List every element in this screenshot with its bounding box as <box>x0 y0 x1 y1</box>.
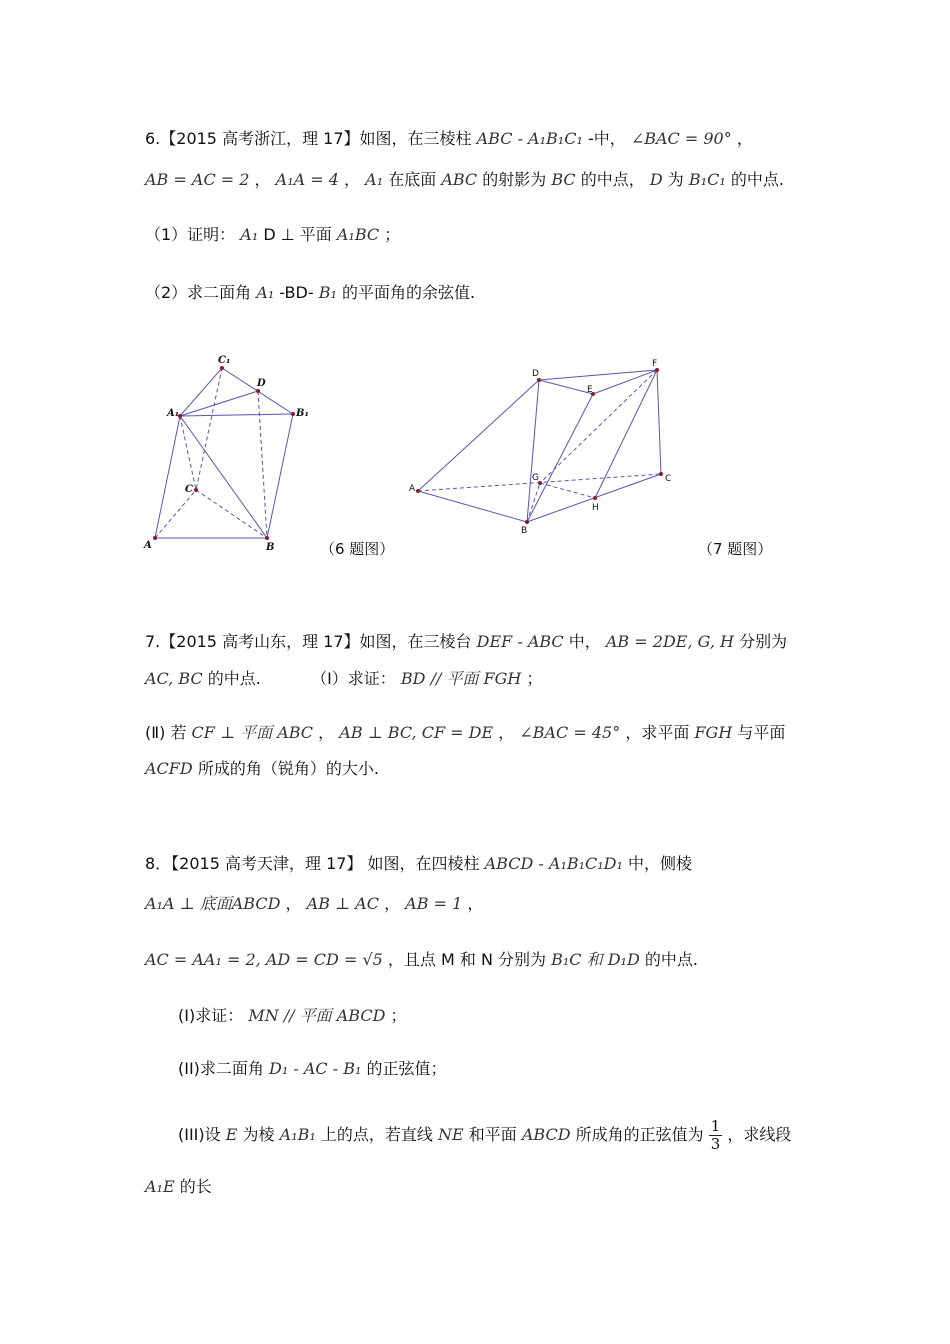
text: -中， <box>587 129 626 148</box>
text: 上的点，若直线 <box>320 1125 433 1144</box>
frustum-diagram <box>409 359 671 536</box>
text: ，求平面 <box>625 723 690 742</box>
text: ， <box>384 894 401 913</box>
text: ； <box>390 1006 407 1025</box>
label-e7: E <box>587 385 593 395</box>
figure-7-caption: （7 题图） <box>698 540 773 558</box>
math: A₁ <box>240 225 259 244</box>
text: (Ⅱ) 若 <box>145 723 187 742</box>
math: BC <box>551 170 576 189</box>
p7-line3 <box>145 721 785 745</box>
edge <box>180 416 267 538</box>
math: MN // 平面 ABCD <box>248 1006 386 1025</box>
p8-question1 <box>178 1004 407 1028</box>
math: NE <box>437 1125 464 1144</box>
fraction-denominator: 3 <box>710 1135 721 1153</box>
point-h7 <box>593 496 597 500</box>
text: 的中点， <box>580 170 645 189</box>
text: 的中点. <box>644 950 698 969</box>
hidden-edge <box>196 490 267 538</box>
hidden-edge <box>155 490 196 538</box>
edge <box>267 414 293 538</box>
math: AB = AC = 2 <box>145 170 250 189</box>
text: D ⊥ 平面 <box>263 225 332 244</box>
math: DEF - ABC <box>476 632 564 651</box>
text: （1）证明： <box>145 225 236 244</box>
math: A₁ <box>256 283 275 302</box>
text: 7.【2015 高考山东，理 17】如图，在三棱台 <box>145 632 472 651</box>
p7-line4 <box>145 757 379 781</box>
point-c <box>194 488 198 492</box>
math: ABCD <box>521 1125 571 1144</box>
math: D₁ - AC - B₁ <box>269 1059 362 1078</box>
math: B₁ <box>318 283 337 302</box>
edge <box>418 380 539 491</box>
text: 的正弦值； <box>366 1059 447 1078</box>
text: -BD- <box>279 283 314 302</box>
math: AB = 1 <box>405 894 463 913</box>
label-b: B <box>266 542 275 553</box>
text: ， <box>344 170 361 189</box>
math: D <box>649 170 663 189</box>
text: 中，侧棱 <box>628 854 693 873</box>
text: （2）求二面角 <box>145 283 252 302</box>
edge <box>657 370 661 474</box>
label-g7: G <box>532 473 539 483</box>
text: 的长 <box>179 1177 212 1196</box>
hidden-edge <box>540 483 595 498</box>
math: AB ⊥ AC <box>306 894 379 913</box>
p8-question2 <box>178 1057 447 1081</box>
math: A₁E <box>145 1177 175 1196</box>
text: 分别为 <box>739 632 788 651</box>
edge <box>180 391 258 416</box>
edge <box>527 380 539 522</box>
p8-line1 <box>145 852 692 876</box>
text: (I)求证： <box>178 1006 244 1025</box>
hidden-edge <box>258 391 267 538</box>
math: E <box>225 1125 238 1144</box>
label-c7: C <box>665 474 672 484</box>
math: CF ⊥ 平面 ABC <box>191 723 314 742</box>
point-b1 <box>291 412 295 416</box>
edge <box>155 416 180 538</box>
edge <box>539 370 657 380</box>
text: 所成角的正弦值为 <box>575 1125 704 1144</box>
text: ， <box>285 894 302 913</box>
p7-line1 <box>145 630 787 654</box>
math: AC, BC <box>145 669 203 688</box>
text: 8．【2015 高考天津，理 17】 如图，在四棱柱 <box>145 854 480 873</box>
p8-question3 <box>178 1115 791 1155</box>
math: A₁A = 4 <box>275 170 339 189</box>
edge <box>418 491 527 522</box>
math: ACFD <box>145 759 193 778</box>
text: ，且点 M 和 N 分别为 <box>387 950 547 969</box>
text: 的中点. <box>730 170 784 189</box>
text: 中， <box>568 632 601 651</box>
point-b7 <box>525 520 529 524</box>
math: ABC <box>441 170 478 189</box>
text: 与平面 <box>737 723 786 742</box>
label-d: D <box>257 378 266 389</box>
edge <box>527 394 593 522</box>
text: ， <box>254 170 271 189</box>
text: ； <box>384 225 401 244</box>
p7-line2 <box>145 667 542 691</box>
math: B₁C₁ <box>688 170 726 189</box>
text: 和平面 <box>468 1125 517 1144</box>
edge <box>539 380 593 394</box>
point-c7 <box>659 472 663 476</box>
fraction <box>709 1118 723 1153</box>
text: ， <box>318 723 335 742</box>
text: (III)设 <box>178 1125 221 1144</box>
prism-diagram <box>0 0 950 600</box>
point-b <box>265 536 269 540</box>
text: （Ⅰ）求证： <box>311 669 396 688</box>
text: ， <box>498 723 515 742</box>
text: ； <box>526 669 543 688</box>
p8-line5 <box>145 1175 212 1199</box>
p8-line2 <box>145 892 483 916</box>
math: ABCD - A₁B₁C₁D₁ <box>484 854 623 873</box>
math: ∠BAC = 45° <box>519 723 621 742</box>
math: ABC - A₁B₁C₁ <box>476 129 583 148</box>
label-c: C <box>185 484 193 495</box>
math: A₁BC <box>336 225 380 244</box>
point-a7 <box>416 489 420 493</box>
hidden-edge <box>196 368 222 490</box>
math: AC = AA₁ = 2, AD = CD = √5 <box>145 950 383 969</box>
label-h7: H <box>592 503 599 513</box>
math: A₁A ⊥ 底面ABCD <box>145 894 281 913</box>
label-a7: A <box>409 484 416 494</box>
label-b7: B <box>521 526 528 536</box>
label-b1: B₁ <box>296 408 309 419</box>
text: 为 <box>667 170 684 189</box>
math: AB = 2DE, G, H <box>605 632 734 651</box>
text: 6.【2015 高考浙江，理 17】如图，在三棱柱 <box>145 129 472 148</box>
math: B₁C 和 D₁D <box>551 950 640 969</box>
label-c1: C₁ <box>218 355 231 366</box>
text: (II)求二面角 <box>178 1059 264 1078</box>
fraction-numerator: 1 <box>710 1117 721 1135</box>
text: 在底面 <box>388 170 437 189</box>
math: A₁ <box>365 170 384 189</box>
math: A₁B₁ <box>279 1125 316 1144</box>
text: 的射影为 <box>482 170 547 189</box>
math: FGH <box>694 723 733 742</box>
label-f7: F <box>652 359 658 369</box>
text: 为棱 <box>242 1125 275 1144</box>
math: AB ⊥ BC, CF = DE <box>339 723 494 742</box>
text: ， <box>467 894 484 913</box>
text: 的平面角的余弦值. <box>341 283 476 302</box>
label-d7: D <box>532 369 539 379</box>
math: BD // 平面 FGH <box>400 669 522 688</box>
text: 的中点. <box>207 669 261 688</box>
hidden-edge <box>540 370 657 483</box>
edge <box>180 414 293 416</box>
text: ， <box>736 129 753 148</box>
figure-6-caption: （6 题图） <box>320 540 395 558</box>
p8-line3 <box>145 948 698 972</box>
label-a1: A₁ <box>167 408 180 419</box>
text: 所成的角（锐角）的大小. <box>197 759 379 778</box>
math: ∠BAC = 90° <box>630 129 732 148</box>
point-c1 <box>220 366 224 370</box>
point-d <box>256 389 260 393</box>
text: ，求线段 <box>727 1125 792 1144</box>
label-a: A <box>144 540 152 551</box>
point-a <box>153 536 157 540</box>
